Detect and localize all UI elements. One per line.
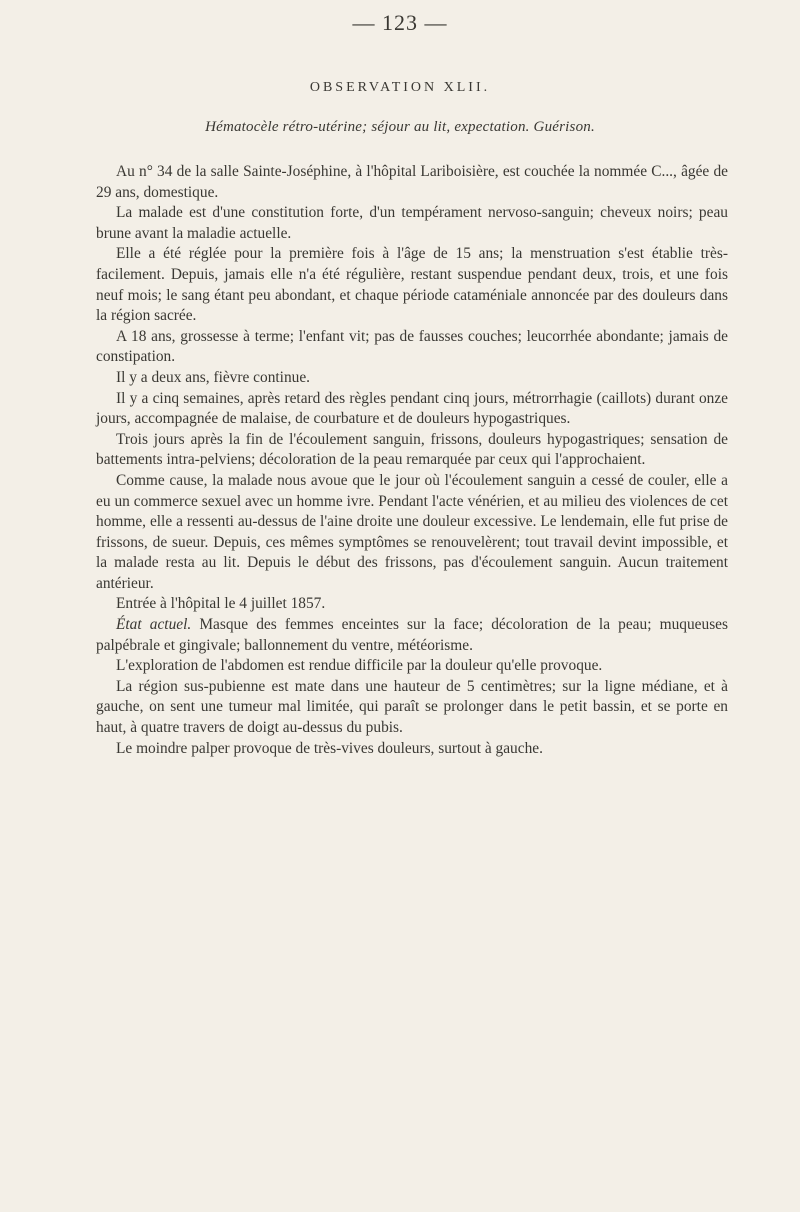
paragraph-2: La malade est d'une constitution forte, d'un tempérament nervoso-sanguin; cheveux noirs; peau brune avant la maladie actuelle. [96, 204, 728, 242]
paragraph-5: Il y a deux ans, fièvre continue. [116, 368, 311, 386]
paragraph-etat-actuel [96, 615, 728, 656]
paragraph-11: La région sus-pubienne est mate dans une hauteur de 5 centimètres; sur la ligne médiane, et à gauche, on sent une tumeur mal limitée, qui paraît se prolonger dans le petit bassin, et se porte en haut, à quatre travers de doigt au-dessus du pubis. [96, 677, 728, 737]
paragraph-4: A 18 ans, grossesse à terme; l'enfant vit; pas de fausses couches; leucorrhée abondante; jamais de constipation. [96, 327, 728, 366]
paragraph-10: L'exploration de l'abdomen est rendue difficile par la douleur qu'elle provoque. [116, 657, 603, 675]
paragraph-9: Entrée à l'hôpital le 4 juillet 1857. [116, 595, 326, 613]
observation-subtitle: Hématocèle rétro-utérine; séjour au lit, expectation. Guérison. [205, 119, 595, 135]
page-number: — 123 — [352, 10, 448, 35]
paragraph-12: Le moindre palper provoque de très-vives douleurs, surtout à gauche. [116, 739, 543, 757]
paragraph-7: Trois jours après la fin de l'écoulement sanguin, frissons, douleurs hypogastriques; sensation de battements intra-pelviens; décoloration de la peau remarquée par ceux qui l'approchaient. [96, 430, 728, 469]
paragraph-3: Elle a été réglée pour la première fois à l'âge de 15 ans; la menstruation s'est établie très-facilement. Depuis, jamais elle n'a été régulière, restant suspendue pendant deux, trois, et une fois neuf mois; le sang étant peu abondant, et chaque période cataméniale annoncée par des douleurs dans la région sacrée. [96, 245, 728, 325]
paragraph-1: Au n° 34 de la salle Sainte-Joséphine, à l'hôpital Lariboisière, est couchée la nommée C..., âgée de 29 ans, domestique. [96, 163, 728, 201]
etat-actuel-text: Masque des femmes enceintes sur la face; décoloration de la peau; muqueuses palpébrale et gingivale; ballonnement du ventre, météorisme. [96, 616, 729, 654]
paragraph-8: Comme cause, la malade nous avoue que le jour où l'écoulement sanguin a cessé de couler, elle a eu un commerce sexuel avec un homme ivre. Pendant l'acte vénérien, et au milieu des violences de cet homme, elle a ressenti au-dessus de l'aine droite une douleur excessive. Le lendemain, elle fut prise de frissons, de sueur. Depuis, ces mêmes symptômes se renouvelèrent; tout travail devint impossible, et la malade resta au lit. Depuis le début des frissons, pas d'écoulement sanguin. Aucun traitement antérieur. [96, 471, 728, 592]
paragraph-6: Il y a cinq semaines, après retard des règles pendant cinq jours, métrorrhagie (caillots) durant onze jours, accompagnée de malaise, de courbature et de douleurs hypogastriques. [96, 389, 728, 428]
body-text [96, 162, 728, 759]
etat-actuel-label: État actuel. [116, 616, 192, 634]
observation-title: OBSERVATION XLII. [309, 80, 491, 95]
